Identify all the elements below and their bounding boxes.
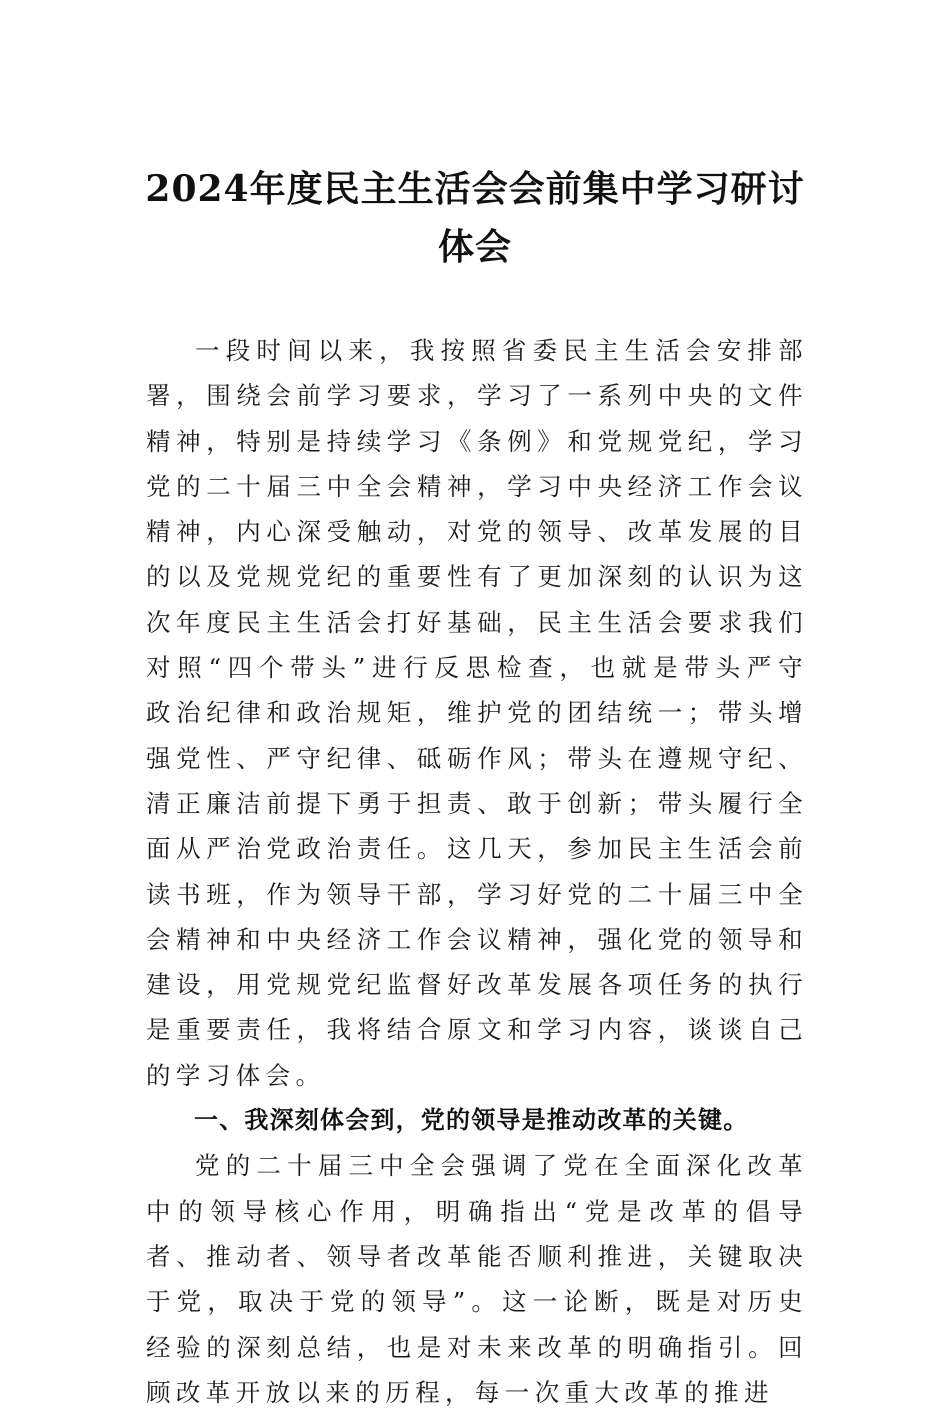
document-title: 2024年度民主生活会会前集中学习研讨体会: [145, 168, 805, 268]
section-heading: 一、我深刻体会到，党的领导是推动改革的关键。: [194, 1106, 749, 1135]
document-body: [146, 328, 808, 1415]
body-paragraph: 党的二十届三中全会强调了党在全面深化改革中的领导核心作用，明确指出“党是改革的倡导者、推动者、领导者改革能否顺利推进，关键取决于党，取决于党的领导”。这一论断，既是对历史经验的深刻总结，也是对未来改革的明确指引。回顾改革开放以来的历程，每一次重大改革的推进: [146, 1151, 808, 1407]
body-paragraph: 一段时间以来，我按照省委民主生活会安排部署，围绕会前学习要求，学习了一系列中央的文件精神，特别是持续学习《条例》和党规党纪，学习党的二十届三中全会精神，学习中央经济工作会议精神，内心深受触动，对党的领导、改革发展的目的以及党规党纪的重要性有了更加深刻的认识为这次年度民主生活会打好基础，民主生活会要求我们对照“四个带头”进行反思检查，也就是带头严守政治纪律和政治规矩，维护党的团结统一；带头增强党性、严守纪律、砥砺作风；带头在遵规守纪、清正廉洁前提下勇于担责、敢于创新；带头履行全面从严治党政治责任。这几天，参加民主生活会前读书班，作为领导干部，学习好党的二十届三中全会精神和中央经济工作会议精神，强化党的领导和建设，用党规党纪监督好改革发展各项任务的执行是重要责任，我将结合原文和学习内容，谈谈自己的学习体会。: [146, 336, 808, 1090]
